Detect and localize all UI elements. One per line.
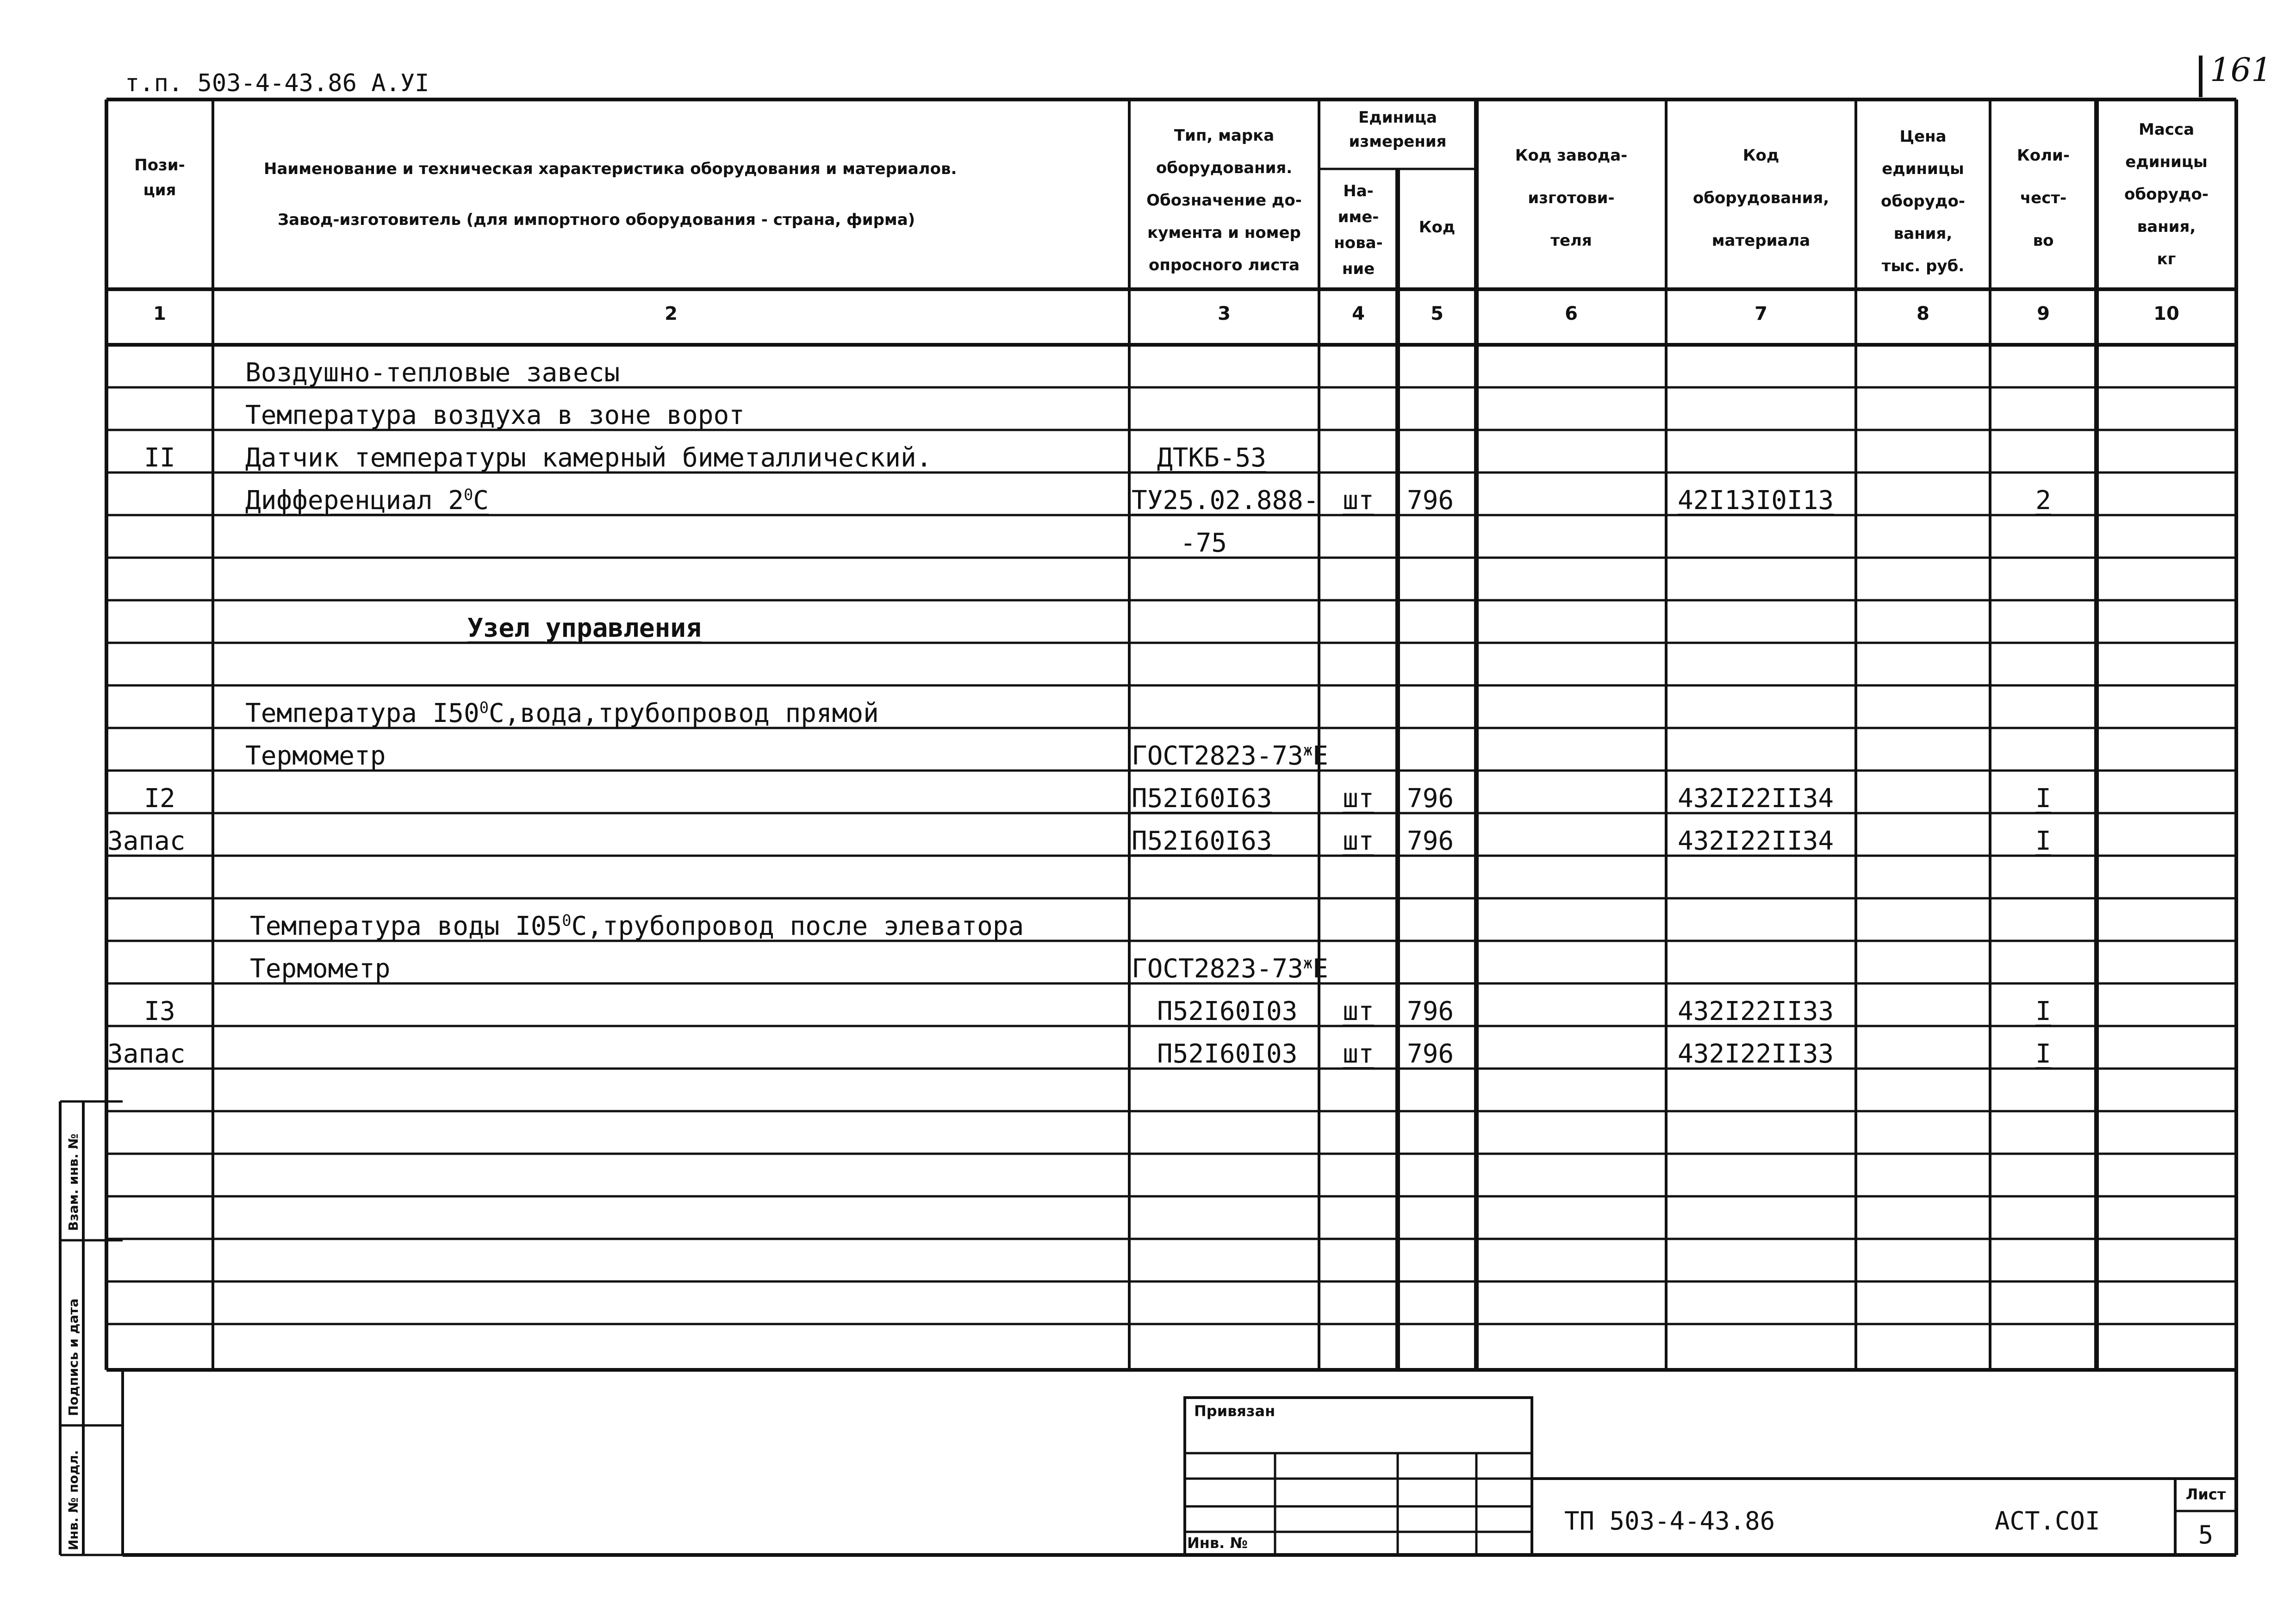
row-type: ДТКБ-53 xyxy=(1157,443,1267,473)
row-position: Запас xyxy=(107,1039,186,1069)
row-name: Температура воды $I05^0С,трубопровод$ после элеватора xyxy=(250,911,1024,941)
column-number: 4 xyxy=(1352,303,1365,324)
row-quantity: 2 xyxy=(2035,485,2051,516)
row-position: II xyxy=(144,443,175,473)
row-unit-code: 796 xyxy=(1407,826,1454,856)
row-unit-code: 796 xyxy=(1407,996,1454,1026)
stamp-privyazan: Привязан xyxy=(1194,1402,1276,1420)
row-name: Воздушно-тепловые завесы xyxy=(245,358,620,388)
column-number: 5 xyxy=(1431,303,1444,324)
row-type: ТУ25.02.888- xyxy=(1132,485,1319,516)
row-type: $ГОСТ2823-73^жЕ$ xyxy=(1132,741,1328,771)
section-title: Узел управления xyxy=(467,613,702,643)
document-code: т.п. 503-4-43.86 А.УI xyxy=(125,69,429,97)
row-type: $ГОСТ2823-73^жЕ$ xyxy=(1132,954,1328,984)
stamp-inv-no: Инв. № xyxy=(1187,1534,1248,1552)
row-equipment-code: 432I22II34 xyxy=(1678,784,1834,814)
row-unit-code: 796 xyxy=(1407,485,1454,516)
row-position: Запас xyxy=(107,826,186,856)
side-label-inv-podl: Инв. № подл. xyxy=(66,1450,81,1550)
row-equipment-code: 42I13I0I13 xyxy=(1678,485,1834,516)
row-type: -75 xyxy=(1180,528,1227,558)
row-name: Термометр xyxy=(245,741,386,771)
header-type: Тип, марка оборудования. Обозначение до- кумента и номер опросного листа xyxy=(1146,126,1302,274)
row-unit: шт xyxy=(1343,996,1374,1026)
title-doc-code: ТП 503-4-43.86 xyxy=(1564,1506,1775,1536)
row-type: П52I60I03 xyxy=(1157,996,1298,1026)
title-sheet-label: Лист xyxy=(2185,1486,2226,1503)
row-unit-code: 796 xyxy=(1407,1039,1454,1069)
title-sheet-number: 5 xyxy=(2198,1520,2214,1549)
header-unit-group: Единица измерения xyxy=(1349,108,1447,151)
row-equipment-code: 432I22II34 xyxy=(1678,826,1834,856)
column-number: 10 xyxy=(2153,303,2179,324)
row-type: П52I60I63 xyxy=(1132,784,1272,814)
header-quantity: Коли- чест- во xyxy=(2017,146,2070,250)
title-album: АСТ.СОI xyxy=(1995,1506,2100,1536)
row-name: Температура $I50^0С,вода,трубопровод$ прямой xyxy=(245,698,879,728)
column-number: 3 xyxy=(1218,303,1231,324)
row-type: П52I60I03 xyxy=(1157,1039,1298,1069)
row-unit: шт xyxy=(1343,784,1374,814)
header-equipment-code: Код оборудования, материала xyxy=(1692,146,1829,250)
row-unit: шт xyxy=(1343,485,1374,516)
header-factory-code: Код завода- изготови- теля xyxy=(1515,146,1628,250)
row-name: Термометр xyxy=(250,954,391,984)
header-mass: Масса единицы оборудо- вания, кг xyxy=(2124,120,2209,268)
column-number: 7 xyxy=(1755,303,1767,324)
column-number: 9 xyxy=(2037,303,2050,324)
column-number: 8 xyxy=(1916,303,1929,324)
row-equipment-code: 432I22II33 xyxy=(1678,1039,1834,1069)
row-unit: шт xyxy=(1343,1039,1374,1069)
row-quantity: I xyxy=(2035,826,2051,856)
row-name: Датчик температуры камерный биметаллический. xyxy=(245,443,932,473)
row-quantity: I xyxy=(2035,784,2051,814)
row-unit-code: 796 xyxy=(1407,784,1454,814)
row-quantity: I xyxy=(2035,1039,2051,1069)
row-name: Дифференциал $2^0С$ xyxy=(245,485,489,516)
header-name: Наименование и техническая характеристика оборудования и материалов. Завод-изготовитель (для импортного оборудования - страна, фирма) xyxy=(264,160,957,229)
row-name: Температура воздуха в зоне ворот xyxy=(245,400,745,430)
page-number-handwritten: 161 xyxy=(2210,51,2272,89)
row-position: I3 xyxy=(144,996,175,1026)
row-position: I2 xyxy=(144,784,175,814)
column-number: 1 xyxy=(153,303,166,324)
header-position: Пози- ция xyxy=(134,156,185,199)
row-equipment-code: 432I22II33 xyxy=(1678,996,1834,1026)
side-label-podpis-data: Подпись и дата xyxy=(66,1298,81,1416)
header-price: Цена единицы оборудо- вания, тыс. руб. xyxy=(1881,127,1965,275)
header-unit-name: На- име- нова- ние xyxy=(1334,182,1383,278)
row-unit: шт xyxy=(1343,826,1374,856)
column-number: 2 xyxy=(665,303,678,324)
column-number: 6 xyxy=(1565,303,1578,324)
header-unit-code: Код xyxy=(1419,218,1456,236)
side-label-vzam-inv: Взам. инв. № xyxy=(66,1133,81,1231)
row-type: П52I60I63 xyxy=(1132,826,1272,856)
row-quantity: I xyxy=(2035,996,2051,1026)
